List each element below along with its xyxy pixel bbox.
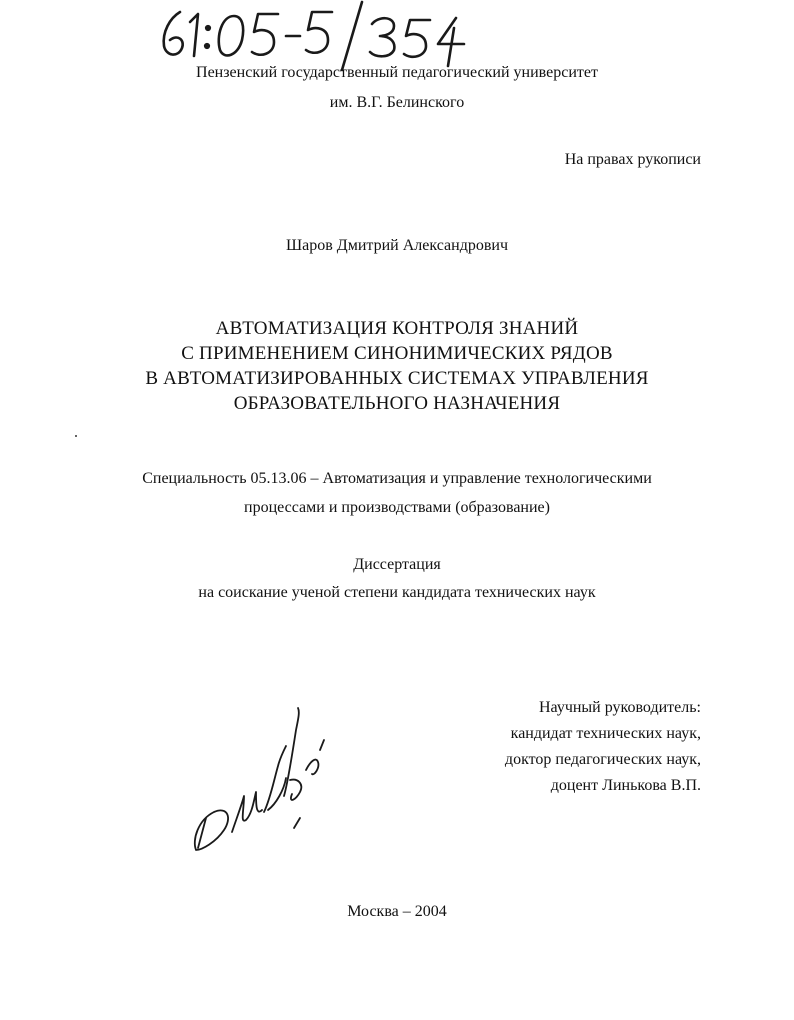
- city-year: Москва – 2004: [347, 903, 447, 920]
- specialty-line-1: Специальность 05.13.06 – Автоматизация и управление технологическими: [142, 470, 652, 487]
- university-name: Пензенский государственный педагогический университет: [196, 64, 598, 81]
- dissertation-title: [0, 316, 794, 416]
- supervisor-block: [505, 695, 701, 799]
- title-line: В АВТОМАТИЗИРОВАННЫХ СИСТЕМАХ УПРАВЛЕНИЯ: [145, 368, 649, 389]
- title-line: АВТОМАТИЗАЦИЯ КОНТРОЛЯ ЗНАНИЙ: [215, 318, 579, 339]
- dissertation-label: Диссертация: [353, 556, 441, 573]
- supervisor-degree-1: кандидат технических наук,: [510, 725, 701, 742]
- rights-note: На правах рукописи: [564, 151, 701, 168]
- supervisor-degree-2: доктор педагогических наук,: [504, 751, 701, 768]
- stray-mark: [75, 435, 77, 437]
- handwritten-archive-number: [150, 0, 470, 72]
- title-line: ОБРАЗОВАТЕЛЬНОГО НАЗНАЧЕНИЯ: [233, 393, 561, 414]
- supervisor-name: доцент Линькова В.П.: [550, 777, 701, 794]
- author-name: Шаров Дмитрий Александрович: [286, 237, 508, 254]
- specialty-line-2: процессами и производствами (образование): [244, 499, 550, 516]
- title-line: С ПРИМЕНЕНИЕМ СИНОНИМИЧЕСКИХ РЯДОВ: [181, 343, 613, 364]
- signature: [188, 700, 338, 860]
- degree-line: на соискание ученой степени кандидата технических наук: [198, 584, 596, 601]
- university-honorific: им. В.Г. Белинского: [329, 94, 465, 111]
- supervisor-heading: Научный руководитель:: [538, 699, 701, 716]
